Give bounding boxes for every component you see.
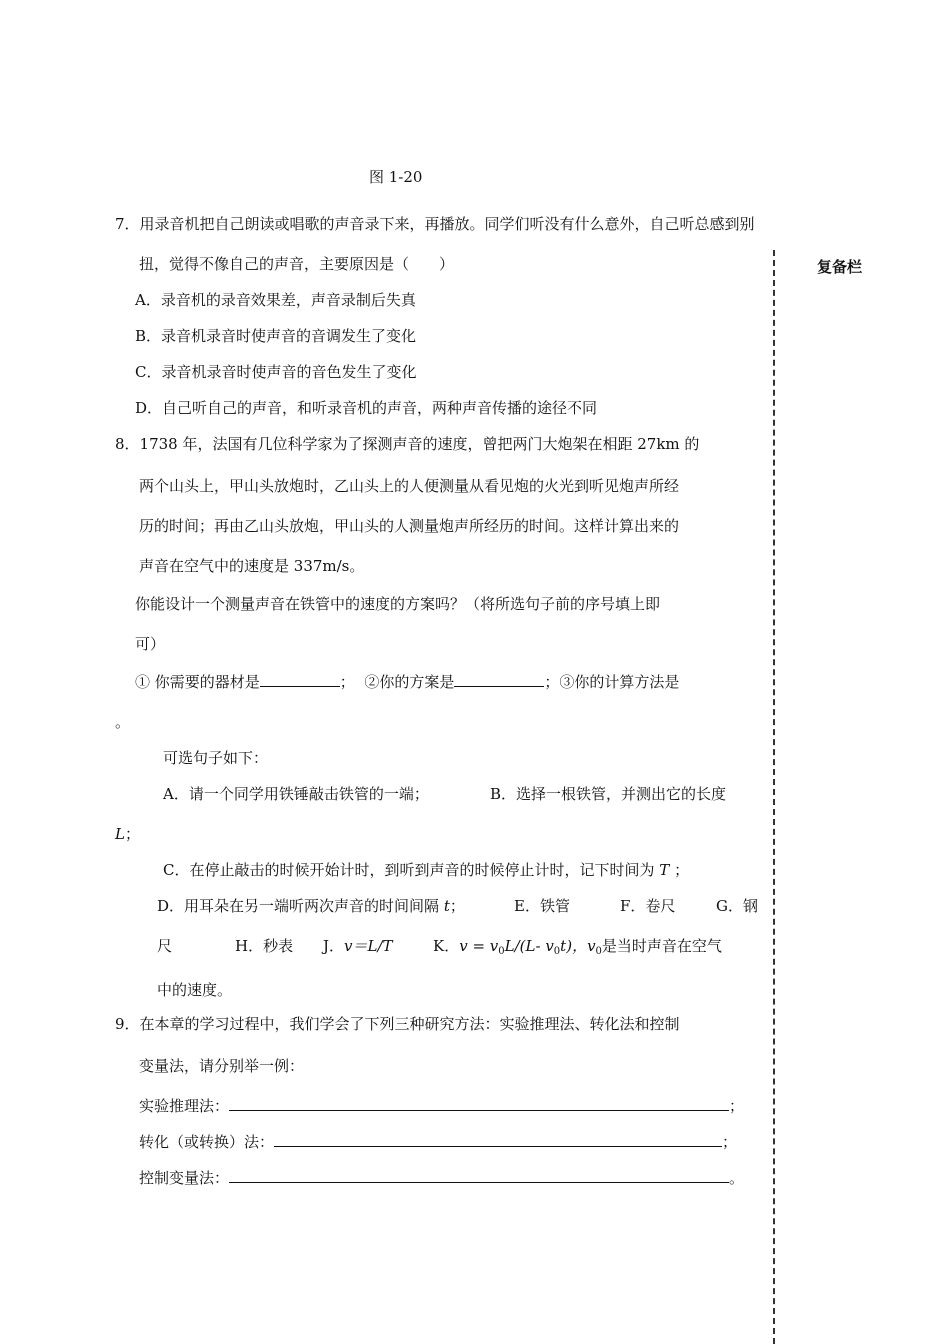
option-h: H．秒表	[235, 937, 294, 955]
q7-option-c: C．录音机录音时使声音的音色发生了变化	[135, 363, 417, 381]
option-d-text: D．用耳朵在另一端听两次声音的时间间隔	[157, 897, 440, 915]
option-e: E．铁管	[514, 897, 570, 915]
method-2-label: 转化（或转换）法：	[139, 1133, 275, 1151]
equipment-blank[interactable]	[260, 670, 340, 687]
q7-option-a: A．录音机的录音效果差，声音录制后失真	[135, 291, 416, 309]
q7-number: 7．	[115, 215, 140, 233]
q8-line-6: 可）	[135, 635, 166, 653]
option-b-end: ；	[124, 825, 140, 843]
method-1-row	[139, 1094, 744, 1116]
q8-sep-2: ；	[544, 673, 560, 691]
option-c-var: T	[659, 861, 670, 879]
option-k-cont: 中的速度。	[157, 981, 233, 999]
sidebar-divider	[773, 250, 775, 1344]
option-k	[433, 936, 722, 962]
option-k-formula-1: v = v	[459, 937, 499, 955]
option-k-sub-2: 0	[553, 946, 561, 957]
q8-line-1	[115, 434, 699, 454]
q7-line-2: 扭，觉得不像自己的声音，主要原因是（ ）	[139, 255, 455, 273]
q8-line-3: 历的时间；再由乙山头放炮，甲山头的人测量炮声所经历的时间。这样计算出来的	[139, 517, 680, 535]
option-k-formula-3: t)	[560, 937, 573, 955]
q8-item-2: ②你的方案是	[364, 673, 455, 691]
q8-line-5: 你能设计一个测量声音在铁管中的速度的方案吗？（将所选句子前的序号填上即	[135, 595, 661, 613]
q8-text-1: 1738 年，法国有几位科学家为了探测声音的速度，曾把两门大炮架在相距 27km 的	[139, 435, 700, 453]
sidebar-title: 复备栏	[817, 258, 863, 276]
q8-line-4: 声音在空气中的速度是 337m/s。	[139, 557, 365, 575]
method-2-row	[139, 1130, 737, 1152]
method-2-blank[interactable]	[274, 1130, 722, 1147]
figure-caption: 图 1-20	[369, 168, 423, 186]
method-3-blank[interactable]	[229, 1166, 729, 1183]
option-j	[323, 936, 393, 956]
option-g: G．钢	[716, 897, 758, 915]
q7-line-1	[115, 214, 755, 234]
option-k-label: K．	[433, 937, 460, 955]
q8-item-3: ③你的计算方法是	[559, 673, 680, 691]
q9-line-1	[115, 1014, 680, 1034]
option-c	[163, 860, 689, 880]
q9-text-1: 在本章的学习过程中，我们学会了下列三种研究方法：实验推理法、转化法和控制	[139, 1015, 680, 1033]
option-b: B．选择一根铁管，并测出它的长度	[490, 785, 727, 803]
method-1-end: ；	[729, 1097, 745, 1115]
method-3-label: 控制变量法：	[139, 1169, 230, 1187]
method-1-blank[interactable]	[229, 1094, 729, 1111]
option-k-formula-2: L/(L- v	[504, 937, 554, 955]
option-c-text: C．在停止敲击的时候开始计时，到听到声音的时候停止计时，记下时间为	[163, 861, 655, 879]
option-k-tail: ，v	[572, 937, 596, 955]
method-1-label: 实验推理法：	[139, 1097, 230, 1115]
option-d	[157, 896, 465, 916]
option-d-var: t	[443, 897, 450, 915]
option-f: F．卷尺	[620, 897, 676, 915]
plan-blank[interactable]	[454, 670, 544, 687]
option-b-cont	[115, 824, 140, 844]
q8-answer-line	[135, 670, 679, 692]
option-a: A．请一个同学用铁锤敲击铁管的一端；	[163, 785, 429, 803]
option-d-end: ；	[449, 897, 465, 915]
q9-line-2: 变量法，请分别举一例：	[139, 1057, 305, 1075]
q9-number: 9．	[115, 1015, 140, 1033]
method-3-end: 。	[729, 1169, 745, 1187]
q7-option-d: D．自己听自己的声音，和听录音机的声音，两种声音传播的途径不同	[135, 399, 598, 417]
q8-number: 8．	[115, 435, 140, 453]
option-b-var: L	[115, 825, 125, 843]
q8-item-1: ① 你需要的器材是	[135, 673, 260, 691]
q7-option-b: B．录音机录音时使声音的音调发生了变化	[135, 327, 417, 345]
option-k-desc: 是当时声音在空气	[601, 937, 722, 955]
option-k-sub-1: 0	[498, 946, 505, 957]
option-k-sub-3: 0	[595, 946, 602, 957]
method-2-end: ；	[722, 1133, 738, 1151]
option-c-end: ；	[674, 861, 690, 879]
q7-text-1: 用录音机把自己朗读或唱歌的声音录下来，再播放。同学们听没有什么意外，自己听总感到别	[139, 215, 755, 233]
options-intro: 可选句子如下：	[163, 749, 269, 767]
option-j-formula: v＝L/T	[344, 937, 393, 955]
option-g-cont: 尺	[157, 937, 173, 955]
method-3-row	[139, 1166, 744, 1188]
option-j-label: J．	[323, 937, 345, 955]
q8-line-2: 两个山头上，甲山头放炮时，乙山头上的人便测量从看见炮的火光到听见炮声所经	[139, 477, 680, 495]
q8-end-mark: 。	[115, 713, 131, 731]
q8-sep-1: ；	[339, 673, 355, 691]
